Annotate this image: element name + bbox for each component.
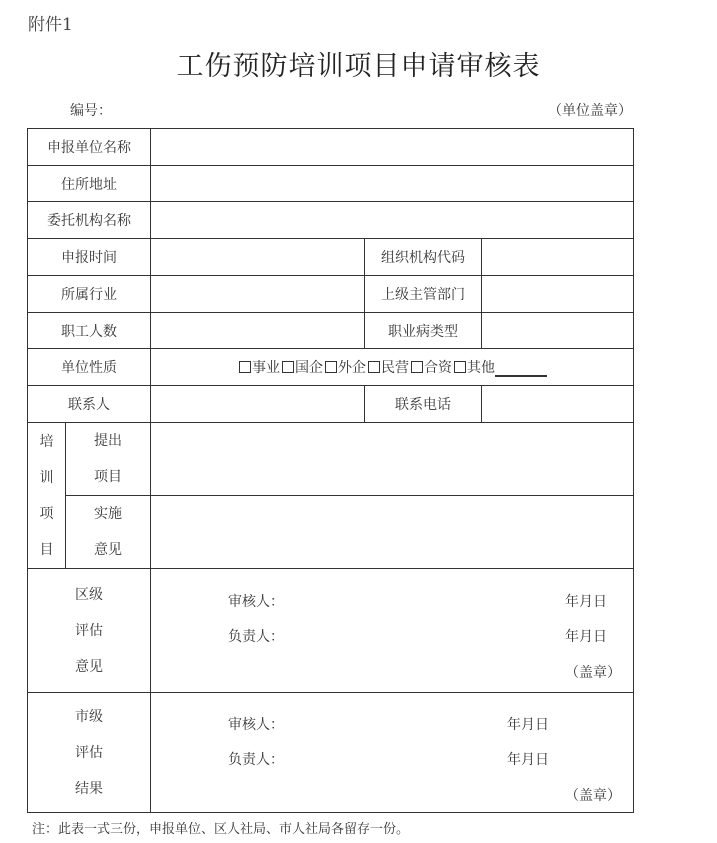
district-reviewer-date: 年月日 bbox=[565, 594, 607, 610]
option-state-owned: 国企 bbox=[295, 360, 323, 376]
option-private: 民营 bbox=[381, 360, 409, 376]
city-reviewer-date: 年月日 bbox=[507, 717, 549, 733]
unit-seal-note: （单位盖章） bbox=[548, 103, 632, 119]
row-agency-name bbox=[28, 202, 634, 239]
field-agency-name[interactable] bbox=[151, 202, 634, 239]
row-contact bbox=[28, 386, 634, 423]
training-project-char-3: 项 bbox=[39, 505, 54, 522]
label-contact-phone: 联系电话 bbox=[365, 386, 482, 423]
district-responsible-date: 年月日 bbox=[565, 629, 607, 645]
label-superior-dept: 上级主管部门 bbox=[365, 276, 482, 313]
label-disease-type: 职业病类型 bbox=[365, 313, 482, 349]
row-proposed-project bbox=[28, 423, 634, 496]
option-other: 其他 bbox=[467, 360, 495, 376]
page-title: 工伤预防培训项目申请审核表 bbox=[176, 51, 541, 82]
attachment-label: 附件1 bbox=[28, 15, 73, 35]
proposed-line-2: 项目 bbox=[94, 469, 122, 485]
district-eval-line-2: 评估 bbox=[75, 622, 103, 639]
field-apply-time[interactable] bbox=[151, 239, 365, 276]
footer-note: 注：此表一式三份，申报单位、区人社局、市人社局各留存一份。 bbox=[32, 822, 410, 837]
implementation-line-1: 实施 bbox=[94, 506, 122, 522]
district-responsible-label: 负责人： bbox=[228, 629, 284, 645]
field-address[interactable] bbox=[151, 166, 634, 202]
field-implementation[interactable] bbox=[151, 496, 634, 569]
label-implementation bbox=[66, 496, 151, 569]
city-responsible-label: 负责人： bbox=[228, 752, 284, 768]
training-project-char-2: 训 bbox=[39, 469, 54, 486]
field-district-eval[interactable] bbox=[151, 569, 634, 693]
other-blank-line[interactable] bbox=[495, 361, 547, 377]
district-eval-line-3: 意见 bbox=[75, 658, 103, 675]
checkbox-state-owned[interactable] bbox=[282, 361, 294, 373]
label-district-eval bbox=[28, 569, 151, 693]
city-stamp: （盖章） bbox=[565, 788, 621, 804]
label-proposed-project bbox=[66, 423, 151, 496]
proposed-line-1: 提出 bbox=[94, 433, 122, 449]
field-employee-count[interactable] bbox=[151, 313, 365, 349]
field-contact-phone[interactable] bbox=[482, 386, 634, 423]
district-eval-line-1: 区级 bbox=[75, 586, 103, 603]
checkbox-private[interactable] bbox=[368, 361, 380, 373]
checkbox-other[interactable] bbox=[454, 361, 466, 373]
option-foreign: 外企 bbox=[338, 360, 366, 376]
label-apply-time: 申报时间 bbox=[28, 239, 151, 276]
row-apply-time bbox=[28, 239, 634, 276]
label-applicant-name: 申报单位名称 bbox=[28, 129, 151, 166]
label-employee-count: 职工人数 bbox=[28, 313, 151, 349]
field-disease-type[interactable] bbox=[482, 313, 634, 349]
label-unit-nature: 单位性质 bbox=[28, 349, 151, 386]
field-industry[interactable] bbox=[151, 276, 365, 313]
field-applicant-name[interactable] bbox=[151, 129, 634, 166]
serial-number-label: 编号： bbox=[70, 103, 112, 119]
implementation-line-2: 意见 bbox=[94, 542, 122, 558]
label-city-eval bbox=[28, 693, 151, 813]
unit-nature-options bbox=[151, 349, 634, 386]
city-responsible-date: 年月日 bbox=[507, 752, 549, 768]
row-implementation bbox=[28, 496, 634, 569]
city-eval-line-3: 结果 bbox=[75, 780, 103, 797]
field-contact[interactable] bbox=[151, 386, 365, 423]
label-contact: 联系人 bbox=[28, 386, 151, 423]
city-reviewer-label: 审核人： bbox=[228, 717, 284, 733]
row-employee-count bbox=[28, 313, 634, 349]
checkbox-joint-venture[interactable] bbox=[411, 361, 423, 373]
label-org-code: 组织机构代码 bbox=[365, 239, 482, 276]
label-industry: 所属行业 bbox=[28, 276, 151, 313]
application-form-table bbox=[27, 128, 634, 813]
field-superior-dept[interactable] bbox=[482, 276, 634, 313]
label-address: 住所地址 bbox=[28, 166, 151, 202]
field-proposed-project[interactable] bbox=[151, 423, 634, 496]
row-unit-nature bbox=[28, 349, 634, 386]
city-eval-line-2: 评估 bbox=[75, 744, 103, 761]
city-eval-line-1: 市级 bbox=[75, 708, 103, 725]
label-training-project bbox=[28, 423, 66, 569]
row-applicant-name bbox=[28, 129, 634, 166]
checkbox-foreign[interactable] bbox=[325, 361, 337, 373]
field-org-code[interactable] bbox=[482, 239, 634, 276]
option-public-institution: 事业 bbox=[252, 360, 280, 376]
label-agency-name: 委托机构名称 bbox=[28, 202, 151, 239]
row-district-eval bbox=[28, 569, 634, 693]
row-city-eval bbox=[28, 693, 634, 813]
option-joint-venture: 合资 bbox=[424, 360, 452, 376]
row-industry bbox=[28, 276, 634, 313]
checkbox-public-institution[interactable] bbox=[239, 361, 251, 373]
district-reviewer-label: 审核人： bbox=[228, 594, 284, 610]
training-project-char-4: 目 bbox=[39, 541, 54, 558]
training-project-char-1: 培 bbox=[39, 433, 54, 450]
row-address bbox=[28, 166, 634, 202]
district-stamp: （盖章） bbox=[565, 665, 621, 681]
field-city-eval[interactable] bbox=[151, 693, 634, 813]
